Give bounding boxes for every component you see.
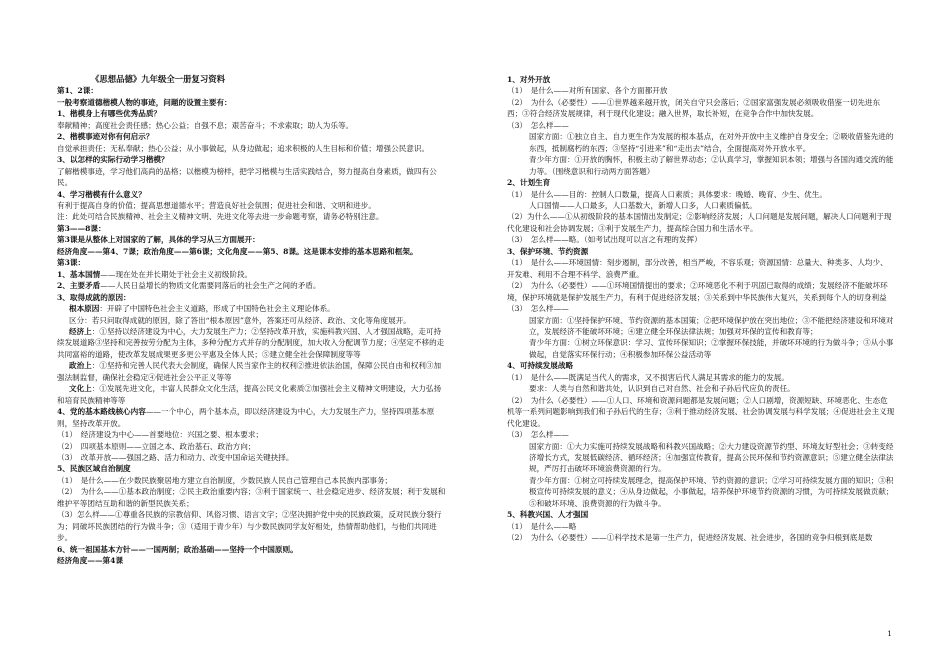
- lead-term: 政治上: [69, 361, 92, 371]
- left-column-line: 1、楷模身上有哪些优秀品质？: [57, 109, 162, 119]
- right-column-line: （1） 是什么——略: [507, 521, 577, 531]
- left-column-line: 有利于提高自身的价值；提高思想道德水平；营造良好社会氛围；促进社会和谐、文明和进步。: [57, 200, 376, 210]
- right-column-line: 人口国情——人口最多，人口基数大，新增人口多，人口素质偏低。: [529, 200, 757, 210]
- left-column-line: （2） 为什么——①基本政治制度；②民主政治重要内容；③利于国家统一、社会稳定进步、经济发展；利于发展和维护平等团结互助和谐的新型民族关系；: [57, 487, 446, 508]
- left-column-line: 政治上：①坚持和完善人民代表大会制度，确保人民当家作主的权利②推进依法治国，保障公民自由和权利③加强法制监督，确保社会稳定④促进社会公平正义等等: [57, 361, 442, 382]
- right-column-line: （1） 是什么——目的：控制人口数量，提高人口素质；具体要求：晚婚、晚育、少生、优生。: [507, 189, 827, 199]
- right-column-line: （1） 是什么——对所有国家、各个方面都开放: [507, 86, 668, 96]
- right-column: [507, 74, 895, 544]
- right-column-line: 青少年方面：①开放的胸怀，积极主动了解世界动态；②认真学习，掌握知识本领；增强与各国沟通交流的能力等。（围绕意识和行动两方面答题）: [529, 155, 894, 176]
- right-column-line: （2） 为什么（必要性）——①科学技术是第一生产力，促进经济发展、社会进步，各国的竞争归根到底是数: [507, 533, 873, 543]
- left-column-line: （3）怎么样——①尊重各民族的宗教信仰、风俗习惯、语言文字；②坚决拥护党中央的民族政策，反对民族分裂行为；同破坏民族团结的行为做斗争；③（适用于青少年）与少数民族同学友好相处，热情帮助他们，与他们共同进步。: [57, 510, 442, 543]
- lead-term: 2、主要矛盾: [57, 281, 101, 291]
- left-column-line: （2） 四项基本原则——立国之本、政治基石、政治方向；: [57, 441, 256, 451]
- right-column-line: 要求：人类与自然和谐共处，认识到自己对自然、社会和子孙后代应负的责任。: [529, 384, 795, 394]
- right-column-line: （3） 怎么样——: [507, 304, 569, 314]
- right-column-line: 4、可持续发展战略: [507, 361, 574, 371]
- left-column-line: 《思想品德》九年级全一册复习资料: [91, 74, 225, 84]
- left-column-line: 注：此处可结合民族精神、社会主义精神文明、先进文化等去进一步命题考察，请务必特别注意。: [57, 212, 384, 222]
- right-column-line: 国家方面：①独立自主、自力更生作为发展的根本基点，在对外开放中主义维护自身安全；②吸收借鉴先进的东西，抵制腐朽的东西；③坚持“引进来”和“走出去”结合，全面提高对外开放水平。: [529, 132, 894, 153]
- left-column-line: （1） 是什么——在少数民族聚居地方建立自治制度，少数民族人民自己管理自己本民族内部事务；: [57, 475, 393, 485]
- left-column-line: 2、楷模事迹对你有何启示？: [57, 132, 154, 142]
- left-column-line: 经济上：①坚持以经济建设为中心，大力发展生产力；②坚持改革开放，实施科教兴国、人才强国战略，走可持续发展道路③坚持和完善按劳分配为主体，多种分配方式并存的分配制度，加大收入分配调节力度；④坚定不移的走共同富裕的道路，使改革发展成果更多更公平惠及全体人民；⑤建立健全社会保障制度等等: [57, 326, 445, 359]
- left-column-line: 4、学习楷模有什么意义？: [57, 189, 146, 199]
- lead-term: 文化上: [69, 384, 92, 394]
- right-column-line: （1） 是什么——环境国情：刻步遏制，部分改善，相当严峻，不容乐观；资源国情：总量大、种类多、人均少、开发难、利用不合理不科学、浪费严重。: [507, 258, 888, 279]
- right-column-line: 5、科教兴国、人才强国: [507, 510, 589, 520]
- right-column-line: 国家方面：①坚持保护环境、节约资源的基本国策；②把环境保护放在突出地位；③不能把经济建设和环境对立，发展经济不能破坏环境；④建立健全环保法律法规；加强对环保的宣传和教育等；: [529, 315, 894, 336]
- right-column-line: （3） 怎么样——: [507, 430, 569, 440]
- left-column-line: 第1、2课：: [57, 86, 98, 96]
- left-column-line: 了解楷模事迹，学习他们高尚的品格；以楷模为榜样，把学习楷模与生活实践结合，努力提高自身素质，做四有公民。: [57, 166, 437, 188]
- right-column-line: （2） 为什么（必要性）——①环境国情提出的要求；②环境恶化不利于巩固已取得的成绩；发展经济不能破坏环境，保护环境就是保护发展生产力，有利于促进经济发展；③关系到中华民族伟大复兴，关系到每个人的切身利益: [507, 281, 888, 302]
- right-column-line: 1、对外开放: [507, 75, 551, 84]
- right-column-line: 青少年方面：①树立可持续发展理念，提高保护环境、节约资源的意识；②学习可持续发展方面的知识；③积极宣传可持续发展的意义；④从身边做起，小事做起，培养保护环境节约资源的习惯，为可持续发展做贡献；⑤和破坏环境、浪费资源的行为做斗争。: [529, 475, 894, 508]
- left-column-line: 经济角度——第4课: [57, 556, 124, 566]
- page-number: 1: [887, 629, 892, 638]
- left-column-line: （3） 改革开放——强国之路、活力和动力、改变中国命运关键抉择。: [57, 452, 294, 462]
- left-column-line: 6、统一祖国基本方针——一国两制；政治基础——坚持一个中国原则。: [57, 544, 298, 554]
- right-column-line: 青少年方面：①树立环保意识：学习、宣传环保知识；②掌握环保技能，并破坏环境的行为做斗争；③从小事做起，自觉落实环保行动；④积极参加环保公益活动等: [529, 338, 894, 359]
- lead-term: 根本原因: [69, 304, 100, 314]
- left-column-line: 5、民族区域自治制度: [57, 464, 131, 474]
- left-column-line: 第3课是从整体上对国家的了解，具体的学习从三方面展开：: [57, 235, 260, 245]
- right-column-line: 2、计划生育: [507, 178, 551, 188]
- left-column-line: （1） 经济建设为中心——首要地位：兴国之要、根本要求；: [57, 430, 264, 440]
- left-column-line: 2、主要矛盾——人民日益增长的物质文化需要同落后的社会生产之间的矛盾。: [57, 281, 321, 291]
- right-column-line: （2）为什么——①从初级阶段的基本国情出发制定；②影响经济发展；人口问题是发展问题，解决人口问题利于现代化建设和社会协调发展；③利于发展生产力，提高综合国力和生活水平。: [507, 212, 892, 233]
- lead-term: 1、基本国情: [57, 269, 101, 279]
- right-column-line: 3、保护环境、节约资源: [507, 246, 589, 256]
- left-column-line: 一般考察道德楷模人物的事迹，问题的设置主要有：: [57, 97, 232, 107]
- left-column-line: 根本原因：开辟了中国特色社会主义道路，形成了中国特色社会主义理论体系。: [69, 304, 335, 314]
- left-column-line: 3、取得成就的原因：: [57, 292, 131, 302]
- left-column: [57, 74, 447, 566]
- left-column-line: 3、以怎样的实际行动学习楷模？: [57, 155, 169, 165]
- right-column-line: （1） 是什么——既满足当代人的需求，又不损害后代人满足其需求的能力的发展。: [507, 372, 789, 382]
- left-column-line: 文化上：①发展先进文化，丰富人民群众文化生活，提高公民文化素质②加强社会主义精神文明建设，大力弘扬和培育民族精神等等: [57, 384, 442, 405]
- right-column-line: （2） 为什么（必要性）——①人口、环境和资源问题都是发展问题；②人口剧增，资源短缺、环境恶化、生态危机等一系列问题影响到我们和子孙后代的生存；③利于推动经济发展、社会协调发展与科学发展；④促进社会主义现代化建设。: [507, 395, 895, 428]
- right-column-line: 国家方面：①大力实施可持续发展战略和科教兴国战略；②大力建设资源节约型、环境友好型社会；③转变经济增长方式，发展低碳经济、循环经济；④加强宣传教育，提高公民环保和节约资源意识；⑤建立健全法律法规，严厉打击破坏环境浪费资源的行为。: [529, 441, 894, 474]
- lead-term: 经济上: [69, 326, 92, 336]
- left-column-line: 自觉承担责任；无私奉献；热心公益；从小事做起，从身边做起；追求积极的人生目标和价值；增强公民意识。: [57, 143, 430, 153]
- right-column-line: （2） 为什么（必要性）——①世界越来越开放，闭关自守只会落后；②国家富强发展必须吸收借鉴一切先进东西；③符合经济发展规律，利于现代化建设；融入世界，取长补短，在竞争合作中加快发展。: [507, 97, 881, 119]
- left-column-line: 4、党的基本路线核心内容——一个中心，两个基本点，即以经济建设为中心，大力发展生产力，坚持四项基本原则，坚持改革开放。: [57, 407, 435, 428]
- left-column-line: 第3——8课：: [57, 223, 106, 233]
- left-column-line: 经济角度——第4、7课；政治角度——第6课；文化角度——第5、8课。这是课本安排的基本思路和框架。: [57, 246, 418, 256]
- left-column-line: 奉献精神；高度社会责任感；热心公益；自强不息；艰苦奋斗；不求索取；助人为乐等。: [57, 120, 354, 130]
- left-column-line: 区分：若只问取得成就的原因，除了答出“根本原因”意外，答案还可从经济、政治、文化等角度展开。: [69, 315, 411, 325]
- lead-term: 4、党的基本路线核心内容: [57, 407, 146, 417]
- left-column-line: 1、基本国情——现在处在并长期处于社会主义初级阶段。: [57, 269, 253, 279]
- left-column-line: 第3课：: [57, 258, 86, 268]
- right-column-line: （3） 怎么样——略。（如考试出现可以言之有理的发挥）: [507, 235, 702, 245]
- right-column-line: （3） 怎么样——: [507, 120, 569, 130]
